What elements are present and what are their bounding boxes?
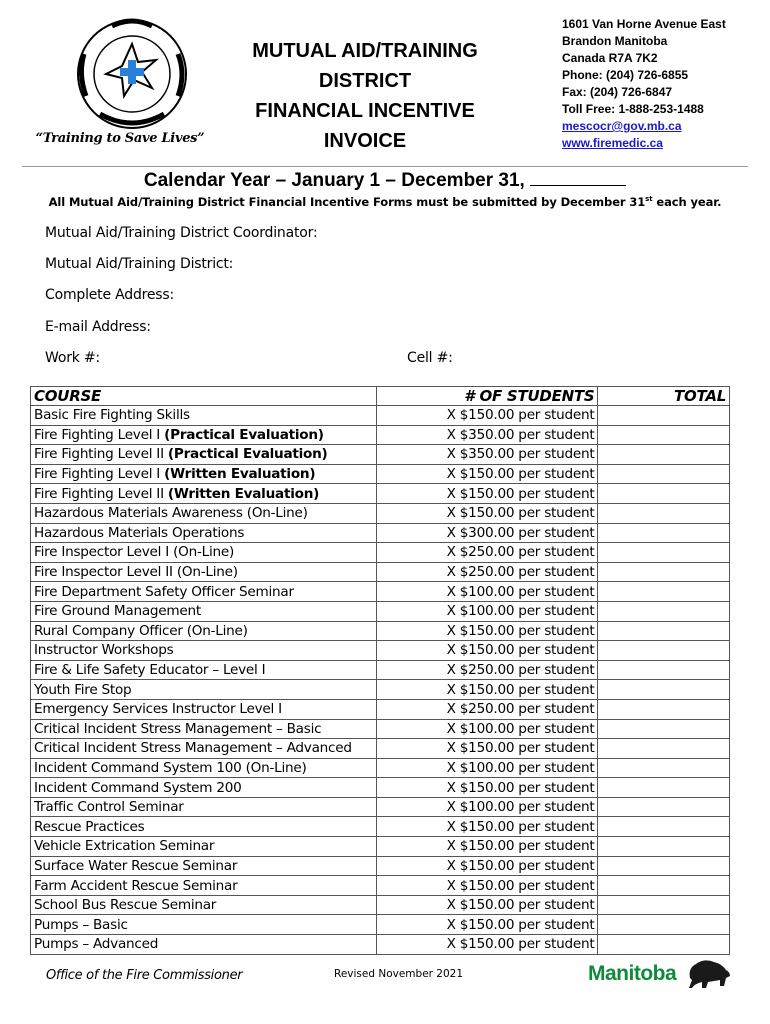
course-name-cell bbox=[31, 621, 377, 641]
students-rate-cell[interactable]: X $250.00 per student bbox=[376, 543, 598, 563]
course-name-cell bbox=[31, 582, 377, 602]
course-name: Critical Incident Stress Management – Advanced bbox=[34, 740, 352, 757]
course-name-cell bbox=[31, 699, 377, 719]
total-cell[interactable] bbox=[598, 503, 730, 523]
course-name-cell bbox=[31, 660, 377, 680]
website-link[interactable]: www.firemedic.ca bbox=[562, 136, 663, 150]
title-line: INVOICE bbox=[323, 130, 407, 152]
course-name-cell bbox=[31, 641, 377, 661]
total-cell[interactable] bbox=[598, 660, 730, 680]
document-title bbox=[225, 36, 505, 156]
total-cell[interactable] bbox=[598, 739, 730, 759]
table-header-row bbox=[31, 387, 730, 406]
course-name: Fire Fighting Level I bbox=[34, 426, 165, 443]
notice-text-end: each year. bbox=[652, 195, 722, 209]
course-name: Hazardous Materials Operations bbox=[34, 524, 245, 541]
course-name-cell bbox=[31, 876, 377, 896]
total-cell[interactable] bbox=[598, 837, 730, 857]
course-name: Fire Inspector Level II (On-Line) bbox=[34, 564, 238, 581]
address-block bbox=[562, 16, 767, 152]
total-cell[interactable] bbox=[598, 758, 730, 778]
course-name: Incident Command System 200 bbox=[34, 779, 242, 796]
course-name-cell bbox=[31, 562, 377, 582]
course-name-cell bbox=[31, 523, 377, 543]
students-rate-cell[interactable]: X $150.00 per student bbox=[376, 778, 598, 798]
total-cell[interactable] bbox=[598, 680, 730, 700]
work-phone-field-label[interactable]: Work #: bbox=[45, 350, 100, 366]
course-name: Fire Fighting Level II bbox=[34, 485, 168, 502]
header-divider bbox=[22, 166, 748, 167]
table-row bbox=[31, 621, 730, 641]
address-line: Canada R7A 7K2 bbox=[562, 51, 658, 65]
course-name-cell bbox=[31, 503, 377, 523]
students-rate-cell[interactable]: X $150.00 per student bbox=[376, 817, 598, 837]
total-cell[interactable] bbox=[598, 699, 730, 719]
header-course: COURSE bbox=[31, 387, 377, 406]
total-cell[interactable] bbox=[598, 543, 730, 563]
footer-office: Office of the Fire Commissioner bbox=[46, 968, 243, 983]
course-evaluation-type: (Written Evaluation) bbox=[164, 466, 316, 483]
course-name-cell bbox=[31, 601, 377, 621]
course-name: Hazardous Materials Awareness (On-Line) bbox=[34, 505, 308, 522]
course-name: Surface Water Rescue Seminar bbox=[34, 857, 238, 874]
table-row bbox=[31, 817, 730, 837]
students-rate-cell[interactable]: X $250.00 per student bbox=[376, 699, 598, 719]
table-row bbox=[31, 699, 730, 719]
total-cell[interactable] bbox=[598, 484, 730, 504]
students-rate-cell[interactable]: X $350.00 per student bbox=[376, 425, 598, 445]
total-cell[interactable] bbox=[598, 876, 730, 896]
total-cell[interactable] bbox=[598, 523, 730, 543]
coordinator-field-label[interactable]: Mutual Aid/Training District Coordinator: bbox=[45, 225, 318, 241]
students-rate-cell[interactable]: X $150.00 per student bbox=[376, 935, 598, 955]
course-name: Instructor Workshops bbox=[34, 642, 174, 659]
total-cell[interactable] bbox=[598, 895, 730, 915]
course-name-cell bbox=[31, 778, 377, 798]
notice-superscript: st bbox=[645, 195, 653, 204]
course-table bbox=[30, 386, 730, 955]
students-rate-cell[interactable]: X $150.00 per student bbox=[376, 856, 598, 876]
course-name-cell bbox=[31, 935, 377, 955]
students-rate-cell[interactable]: X $150.00 per student bbox=[376, 837, 598, 857]
table-row bbox=[31, 641, 730, 661]
address-line: Toll Free: 1-888-253-1488 bbox=[562, 102, 704, 116]
total-cell[interactable] bbox=[598, 915, 730, 935]
table-row bbox=[31, 425, 730, 445]
course-name-cell bbox=[31, 484, 377, 504]
course-name: Fire Department Safety Officer Seminar bbox=[34, 583, 294, 600]
students-rate-cell[interactable]: X $150.00 per student bbox=[376, 876, 598, 896]
total-cell[interactable] bbox=[598, 935, 730, 955]
students-rate-cell[interactable]: X $150.00 per student bbox=[376, 503, 598, 523]
table-row bbox=[31, 406, 730, 426]
table-row bbox=[31, 543, 730, 563]
course-name: Rural Company Officer (On-Line) bbox=[34, 622, 248, 639]
course-name: Emergency Services Instructor Level I bbox=[34, 701, 282, 718]
total-cell[interactable] bbox=[598, 425, 730, 445]
manitoba-logo bbox=[588, 958, 738, 994]
table-row bbox=[31, 484, 730, 504]
table-row bbox=[31, 601, 730, 621]
course-name: Critical Incident Stress Management – Basic bbox=[34, 720, 322, 737]
course-evaluation-type: (Practical Evaluation) bbox=[167, 446, 328, 463]
table-row bbox=[31, 876, 730, 896]
college-logo bbox=[72, 14, 192, 134]
course-name-cell bbox=[31, 406, 377, 426]
students-rate-cell[interactable]: X $150.00 per student bbox=[376, 915, 598, 935]
address-line: Brandon Manitoba bbox=[562, 34, 668, 48]
table-row bbox=[31, 856, 730, 876]
course-name-cell bbox=[31, 445, 377, 465]
students-rate-cell[interactable]: X $150.00 per student bbox=[376, 895, 598, 915]
header-students: # OF STUDENTS bbox=[376, 387, 598, 406]
calendar-year-label: Calendar Year – January 1 – December 31, bbox=[143, 170, 531, 191]
students-rate-cell[interactable]: X $100.00 per student bbox=[376, 601, 598, 621]
table-row bbox=[31, 562, 730, 582]
course-name: Traffic Control Seminar bbox=[34, 799, 184, 816]
total-cell[interactable] bbox=[598, 641, 730, 661]
course-name: Pumps – Advanced bbox=[34, 936, 159, 953]
footer-revised: Revised November 2021 bbox=[334, 968, 464, 980]
total-cell[interactable] bbox=[598, 719, 730, 739]
table-row bbox=[31, 739, 730, 759]
table-row bbox=[31, 680, 730, 700]
students-rate-cell[interactable]: X $150.00 per student bbox=[376, 621, 598, 641]
course-name-cell bbox=[31, 464, 377, 484]
address-line: Phone: (204) 726-6855 bbox=[562, 68, 689, 82]
course-name-cell bbox=[31, 797, 377, 817]
course-name-cell bbox=[31, 719, 377, 739]
course-name-cell bbox=[31, 856, 377, 876]
table-row bbox=[31, 660, 730, 680]
course-name: Fire Ground Management bbox=[34, 603, 201, 620]
students-rate-cell[interactable]: X $100.00 per student bbox=[376, 719, 598, 739]
course-name-cell bbox=[31, 817, 377, 837]
table-row bbox=[31, 778, 730, 798]
students-rate-cell[interactable]: X $100.00 per student bbox=[376, 797, 598, 817]
course-name: Fire Fighting Level I bbox=[34, 466, 165, 483]
course-name-cell bbox=[31, 758, 377, 778]
table-row bbox=[31, 935, 730, 955]
course-name: Basic Fire Fighting Skills bbox=[34, 407, 190, 424]
table-row bbox=[31, 503, 730, 523]
bison-icon bbox=[686, 958, 732, 990]
table-row bbox=[31, 445, 730, 465]
cell-phone-field-label[interactable]: Cell #: bbox=[407, 350, 453, 366]
students-rate-cell[interactable]: X $150.00 per student bbox=[376, 406, 598, 426]
students-rate-cell[interactable]: X $250.00 per student bbox=[376, 562, 598, 582]
table-row bbox=[31, 797, 730, 817]
title-line: FINANCIAL INCENTIVE bbox=[255, 100, 475, 122]
students-rate-cell[interactable]: X $150.00 per student bbox=[376, 680, 598, 700]
table-row bbox=[31, 915, 730, 935]
students-rate-cell[interactable]: X $300.00 per student bbox=[376, 523, 598, 543]
course-name-cell bbox=[31, 837, 377, 857]
table-row bbox=[31, 758, 730, 778]
course-name: Incident Command System 100 (On-Line) bbox=[34, 759, 307, 776]
address-line: 1601 Van Horne Avenue East bbox=[562, 17, 726, 31]
course-name: Fire Inspector Level I (On-Line) bbox=[34, 544, 235, 561]
course-name: Rescue Practices bbox=[34, 818, 145, 835]
submission-notice bbox=[0, 195, 770, 209]
email-field-label[interactable]: E-mail Address: bbox=[45, 319, 151, 335]
table-row bbox=[31, 837, 730, 857]
table-row bbox=[31, 464, 730, 484]
course-name-cell bbox=[31, 680, 377, 700]
course-name: Youth Fire Stop bbox=[34, 681, 132, 698]
course-name: School Bus Rescue Seminar bbox=[34, 897, 217, 914]
students-rate-cell[interactable]: X $150.00 per student bbox=[376, 641, 598, 661]
notice-text: All Mutual Aid/Training District Financial Incentive Forms must be submitted by December 31 bbox=[48, 195, 646, 209]
calendar-year-line bbox=[0, 168, 770, 192]
title-line: MUTUAL AID/TRAINING bbox=[252, 40, 478, 62]
total-cell[interactable] bbox=[598, 856, 730, 876]
total-cell[interactable] bbox=[598, 582, 730, 602]
course-evaluation-type: (Practical Evaluation) bbox=[164, 426, 324, 443]
header-total: TOTAL bbox=[598, 387, 730, 406]
total-cell[interactable] bbox=[598, 601, 730, 621]
title-line: DISTRICT bbox=[318, 70, 412, 92]
course-name: Pumps – Basic bbox=[34, 916, 128, 933]
table-row bbox=[31, 895, 730, 915]
email-link[interactable]: mescocr@gov.mb.ca bbox=[562, 119, 682, 133]
address-line: Fax: (204) 726-6847 bbox=[562, 85, 673, 99]
total-cell[interactable] bbox=[598, 817, 730, 837]
manitoba-wordmark: Manitoba bbox=[588, 962, 677, 985]
students-rate-cell[interactable]: X $100.00 per student bbox=[376, 582, 598, 602]
students-rate-cell[interactable]: X $150.00 per student bbox=[376, 739, 598, 759]
course-name: Vehicle Extrication Seminar bbox=[34, 838, 215, 855]
total-cell[interactable] bbox=[598, 797, 730, 817]
table-row bbox=[31, 719, 730, 739]
total-cell[interactable] bbox=[598, 778, 730, 798]
total-cell[interactable] bbox=[598, 445, 730, 465]
students-rate-cell[interactable]: X $150.00 per student bbox=[376, 464, 598, 484]
students-rate-cell[interactable]: X $150.00 per student bbox=[376, 484, 598, 504]
course-name: Fire Fighting Level II bbox=[34, 446, 168, 463]
students-rate-cell[interactable]: X $350.00 per student bbox=[376, 445, 598, 465]
district-field-label[interactable]: Mutual Aid/Training District: bbox=[45, 256, 234, 272]
total-cell[interactable] bbox=[598, 562, 730, 582]
course-name-cell bbox=[31, 895, 377, 915]
motto: “Training to Save Lives” bbox=[35, 131, 205, 146]
course-name-cell bbox=[31, 543, 377, 563]
total-cell[interactable] bbox=[598, 464, 730, 484]
year-blank-field[interactable] bbox=[530, 168, 626, 186]
total-cell[interactable] bbox=[598, 621, 730, 641]
course-name-cell bbox=[31, 915, 377, 935]
course-name: Fire & Life Safety Educator – Level I bbox=[34, 662, 266, 679]
table-row bbox=[31, 582, 730, 602]
course-name: Farm Accident Rescue Seminar bbox=[34, 877, 238, 894]
course-name-cell bbox=[31, 739, 377, 759]
course-evaluation-type: (Written Evaluation) bbox=[167, 485, 320, 502]
table-row bbox=[31, 523, 730, 543]
students-rate-cell[interactable]: X $100.00 per student bbox=[376, 758, 598, 778]
total-cell[interactable] bbox=[598, 406, 730, 426]
students-rate-cell[interactable]: X $250.00 per student bbox=[376, 660, 598, 680]
address-field-label[interactable]: Complete Address: bbox=[45, 287, 174, 303]
course-name-cell bbox=[31, 425, 377, 445]
